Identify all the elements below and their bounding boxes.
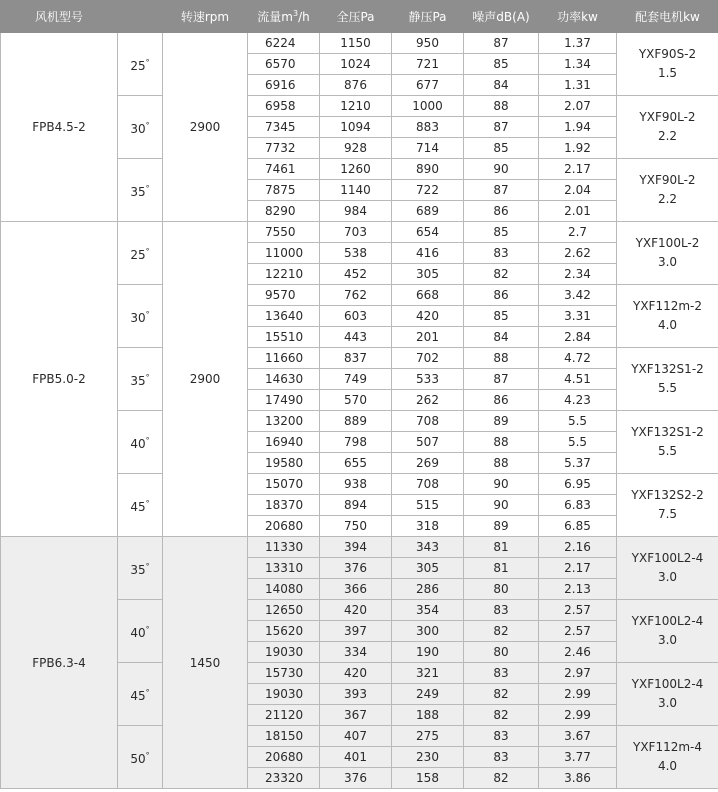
power-cell: 5.5	[539, 432, 617, 453]
flow-cell: 6224	[248, 33, 320, 54]
flow-cell: 7345	[248, 117, 320, 138]
noise-cell: 85	[464, 306, 539, 327]
total-pressure-cell: 984	[320, 201, 392, 222]
motor-model: YXF90S-2	[638, 47, 697, 61]
degree-symbol: °	[145, 246, 150, 256]
total-pressure-cell: 603	[320, 306, 392, 327]
header-flow-superscript: 3	[292, 9, 299, 18]
blade-angle-cell	[118, 411, 163, 474]
power-cell: 1.34	[539, 54, 617, 75]
noise-cell: 90	[464, 159, 539, 180]
header-noise: 噪声dB(A)	[464, 1, 539, 33]
model-group	[1, 33, 718, 222]
motor-power: 4.0	[657, 318, 678, 332]
power-cell: 1.37	[539, 33, 617, 54]
flow-cell: 21120	[248, 705, 320, 726]
power-cell: 1.94	[539, 117, 617, 138]
noise-cell: 88	[464, 432, 539, 453]
fan-model-cell: FPB6.3-4	[1, 537, 118, 789]
blade-angle-cell	[118, 663, 163, 726]
blade-angle-value: 50	[130, 751, 146, 766]
total-pressure-cell: 367	[320, 705, 392, 726]
motor-model: YXF112m-2	[632, 299, 702, 313]
static-pressure-cell: 533	[392, 369, 464, 390]
total-pressure-cell: 894	[320, 495, 392, 516]
flow-cell: 7461	[248, 159, 320, 180]
power-cell: 3.42	[539, 285, 617, 306]
total-pressure-cell: 837	[320, 348, 392, 369]
noise-cell: 83	[464, 663, 539, 684]
motor-cell	[617, 537, 718, 600]
total-pressure-cell: 334	[320, 642, 392, 663]
table-row	[1, 222, 718, 243]
flow-cell: 12210	[248, 264, 320, 285]
flow-cell: 8290	[248, 201, 320, 222]
degree-symbol: °	[145, 372, 150, 382]
total-pressure-cell: 420	[320, 663, 392, 684]
motor-cell	[617, 600, 718, 663]
degree-symbol: °	[145, 435, 150, 445]
total-pressure-cell: 376	[320, 768, 392, 789]
power-cell: 2.84	[539, 327, 617, 348]
table-row	[1, 33, 718, 54]
flow-cell: 13200	[248, 411, 320, 432]
noise-cell: 85	[464, 138, 539, 159]
model-group	[1, 222, 718, 537]
noise-cell: 86	[464, 285, 539, 306]
motor-cell	[617, 474, 718, 537]
flow-cell: 15070	[248, 474, 320, 495]
motor-model: YXF100L2-4	[631, 551, 704, 565]
flow-cell: 19030	[248, 684, 320, 705]
header-flow-unit: /h	[298, 10, 310, 24]
blade-angle-cell	[118, 33, 163, 96]
total-pressure-cell: 407	[320, 726, 392, 747]
motor-power: 5.5	[657, 444, 678, 458]
noise-cell: 84	[464, 327, 539, 348]
noise-cell: 80	[464, 642, 539, 663]
static-pressure-cell: 321	[392, 663, 464, 684]
static-pressure-cell: 702	[392, 348, 464, 369]
motor-power: 3.0	[657, 633, 678, 647]
power-cell: 2.46	[539, 642, 617, 663]
noise-cell: 82	[464, 705, 539, 726]
flow-cell: 6916	[248, 75, 320, 96]
static-pressure-cell: 300	[392, 621, 464, 642]
power-cell: 4.23	[539, 390, 617, 411]
header-row	[1, 1, 718, 33]
noise-cell: 82	[464, 621, 539, 642]
noise-cell: 85	[464, 222, 539, 243]
static-pressure-cell: 158	[392, 768, 464, 789]
power-cell: 2.04	[539, 180, 617, 201]
power-cell: 2.17	[539, 558, 617, 579]
noise-cell: 89	[464, 516, 539, 537]
blade-angle-cell	[118, 348, 163, 411]
motor-model: YXF100L2-4	[631, 614, 704, 628]
blade-angle-value: 35	[130, 184, 146, 199]
noise-cell: 82	[464, 264, 539, 285]
blade-angle-cell	[118, 96, 163, 159]
total-pressure-cell: 1260	[320, 159, 392, 180]
static-pressure-cell: 654	[392, 222, 464, 243]
flow-cell: 9570	[248, 285, 320, 306]
power-cell: 2.07	[539, 96, 617, 117]
static-pressure-cell: 420	[392, 306, 464, 327]
flow-cell: 18150	[248, 726, 320, 747]
noise-cell: 86	[464, 201, 539, 222]
flow-cell: 15620	[248, 621, 320, 642]
motor-model: YXF90L-2	[639, 110, 696, 124]
power-cell: 2.99	[539, 684, 617, 705]
degree-symbol: °	[145, 183, 150, 193]
blade-angle-value: 25	[130, 58, 146, 73]
flow-cell: 19580	[248, 453, 320, 474]
static-pressure-cell: 318	[392, 516, 464, 537]
static-pressure-cell: 689	[392, 201, 464, 222]
blade-angle-cell	[118, 222, 163, 285]
static-pressure-cell: 249	[392, 684, 464, 705]
total-pressure-cell: 420	[320, 600, 392, 621]
static-pressure-cell: 708	[392, 411, 464, 432]
motor-cell	[617, 348, 718, 411]
motor-cell	[617, 411, 718, 474]
total-pressure-cell: 655	[320, 453, 392, 474]
degree-symbol: °	[145, 309, 150, 319]
noise-cell: 85	[464, 54, 539, 75]
model-group	[1, 537, 718, 789]
power-cell: 2.13	[539, 579, 617, 600]
static-pressure-cell: 668	[392, 285, 464, 306]
total-pressure-cell: 938	[320, 474, 392, 495]
blade-angle-cell	[118, 285, 163, 348]
noise-cell: 84	[464, 75, 539, 96]
total-pressure-cell: 1094	[320, 117, 392, 138]
total-pressure-cell: 443	[320, 327, 392, 348]
static-pressure-cell: 190	[392, 642, 464, 663]
static-pressure-cell: 305	[392, 264, 464, 285]
power-cell: 2.62	[539, 243, 617, 264]
motor-cell	[617, 222, 718, 285]
noise-cell: 86	[464, 390, 539, 411]
total-pressure-cell: 394	[320, 537, 392, 558]
flow-cell: 11330	[248, 537, 320, 558]
static-pressure-cell: 416	[392, 243, 464, 264]
noise-cell: 83	[464, 747, 539, 768]
speed-cell: 2900	[163, 222, 248, 537]
static-pressure-cell: 354	[392, 600, 464, 621]
blade-angle-cell	[118, 600, 163, 663]
power-cell: 6.95	[539, 474, 617, 495]
degree-symbol: °	[145, 120, 150, 130]
total-pressure-cell: 750	[320, 516, 392, 537]
power-cell: 4.72	[539, 348, 617, 369]
header-model: 风机型号	[1, 1, 118, 33]
flow-cell: 11660	[248, 348, 320, 369]
flow-cell: 18370	[248, 495, 320, 516]
fan-model-cell: FPB4.5-2	[1, 33, 118, 222]
static-pressure-cell: 883	[392, 117, 464, 138]
flow-cell: 15730	[248, 663, 320, 684]
header-speed: 转速rpm	[163, 1, 248, 33]
static-pressure-cell: 201	[392, 327, 464, 348]
noise-cell: 87	[464, 117, 539, 138]
motor-power: 1.5	[657, 66, 678, 80]
speed-cell: 2900	[163, 33, 248, 222]
motor-cell	[617, 285, 718, 348]
blade-angle-value: 40	[130, 625, 146, 640]
blade-angle-value: 25	[130, 247, 146, 262]
motor-cell	[617, 33, 718, 96]
flow-cell: 17490	[248, 390, 320, 411]
header-static-pressure: 静压Pa	[392, 1, 464, 33]
header-total-pressure: 全压Pa	[320, 1, 392, 33]
total-pressure-cell: 749	[320, 369, 392, 390]
noise-cell: 87	[464, 180, 539, 201]
noise-cell: 83	[464, 726, 539, 747]
total-pressure-cell: 1150	[320, 33, 392, 54]
static-pressure-cell: 890	[392, 159, 464, 180]
static-pressure-cell: 269	[392, 453, 464, 474]
static-pressure-cell: 721	[392, 54, 464, 75]
noise-cell: 88	[464, 348, 539, 369]
total-pressure-cell: 366	[320, 579, 392, 600]
power-cell: 2.57	[539, 621, 617, 642]
static-pressure-cell: 714	[392, 138, 464, 159]
table-row	[1, 537, 718, 558]
header-flow	[248, 1, 320, 33]
noise-cell: 90	[464, 495, 539, 516]
table-header	[1, 1, 718, 33]
static-pressure-cell: 950	[392, 33, 464, 54]
flow-cell: 14080	[248, 579, 320, 600]
flow-cell: 12650	[248, 600, 320, 621]
noise-cell: 89	[464, 411, 539, 432]
blade-angle-cell	[118, 726, 163, 789]
header-angle	[118, 1, 163, 33]
motor-model: YXF132S1-2	[631, 425, 704, 439]
total-pressure-cell: 1210	[320, 96, 392, 117]
power-cell: 6.85	[539, 516, 617, 537]
total-pressure-cell: 397	[320, 621, 392, 642]
blade-angle-value: 45	[130, 499, 146, 514]
power-cell: 3.31	[539, 306, 617, 327]
motor-cell	[617, 663, 718, 726]
flow-cell: 19030	[248, 642, 320, 663]
motor-cell	[617, 159, 718, 222]
total-pressure-cell: 1024	[320, 54, 392, 75]
noise-cell: 83	[464, 243, 539, 264]
flow-cell: 7550	[248, 222, 320, 243]
total-pressure-cell: 1140	[320, 180, 392, 201]
power-cell: 2.34	[539, 264, 617, 285]
flow-cell: 6570	[248, 54, 320, 75]
power-cell: 1.92	[539, 138, 617, 159]
total-pressure-cell: 798	[320, 432, 392, 453]
flow-cell: 7732	[248, 138, 320, 159]
motor-model: YXF112m-4	[632, 740, 702, 754]
power-cell: 2.99	[539, 705, 617, 726]
flow-cell: 13640	[248, 306, 320, 327]
degree-symbol: °	[145, 687, 150, 697]
motor-model: YXF90L-2	[639, 173, 696, 187]
degree-symbol: °	[145, 498, 150, 508]
degree-symbol: °	[145, 750, 150, 760]
power-cell: 5.5	[539, 411, 617, 432]
total-pressure-cell: 762	[320, 285, 392, 306]
power-cell: 2.16	[539, 537, 617, 558]
blade-angle-value: 30	[130, 121, 146, 136]
flow-cell: 23320	[248, 768, 320, 789]
motor-power: 3.0	[657, 696, 678, 710]
total-pressure-cell: 876	[320, 75, 392, 96]
flow-cell: 20680	[248, 747, 320, 768]
static-pressure-cell: 286	[392, 579, 464, 600]
power-cell: 3.86	[539, 768, 617, 789]
power-cell: 2.57	[539, 600, 617, 621]
total-pressure-cell: 538	[320, 243, 392, 264]
static-pressure-cell: 343	[392, 537, 464, 558]
motor-power: 7.5	[657, 507, 678, 521]
motor-power: 2.2	[657, 192, 678, 206]
noise-cell: 81	[464, 558, 539, 579]
total-pressure-cell: 376	[320, 558, 392, 579]
total-pressure-cell: 393	[320, 684, 392, 705]
total-pressure-cell: 452	[320, 264, 392, 285]
flow-cell: 6958	[248, 96, 320, 117]
flow-cell: 15510	[248, 327, 320, 348]
flow-cell: 14630	[248, 369, 320, 390]
motor-power: 3.0	[657, 570, 678, 584]
static-pressure-cell: 1000	[392, 96, 464, 117]
flow-cell: 16940	[248, 432, 320, 453]
noise-cell: 81	[464, 537, 539, 558]
motor-cell	[617, 96, 718, 159]
total-pressure-cell: 928	[320, 138, 392, 159]
static-pressure-cell: 262	[392, 390, 464, 411]
degree-symbol: °	[145, 57, 150, 67]
motor-model: YXF100L-2	[635, 236, 700, 250]
motor-cell	[617, 726, 718, 789]
blade-angle-cell	[118, 537, 163, 600]
power-cell: 2.17	[539, 159, 617, 180]
noise-cell: 88	[464, 96, 539, 117]
total-pressure-cell: 570	[320, 390, 392, 411]
blade-angle-cell	[118, 474, 163, 537]
flow-cell: 13310	[248, 558, 320, 579]
total-pressure-cell: 703	[320, 222, 392, 243]
noise-cell: 82	[464, 768, 539, 789]
motor-power: 5.5	[657, 381, 678, 395]
header-motor: 配套电机kw	[617, 1, 718, 33]
motor-power: 4.0	[657, 759, 678, 773]
static-pressure-cell: 305	[392, 558, 464, 579]
power-cell: 3.67	[539, 726, 617, 747]
power-cell: 3.77	[539, 747, 617, 768]
power-cell: 4.51	[539, 369, 617, 390]
fan-model-cell: FPB5.0-2	[1, 222, 118, 537]
power-cell: 6.83	[539, 495, 617, 516]
power-cell: 2.97	[539, 663, 617, 684]
static-pressure-cell: 507	[392, 432, 464, 453]
noise-cell: 82	[464, 684, 539, 705]
noise-cell: 87	[464, 33, 539, 54]
power-cell: 5.37	[539, 453, 617, 474]
blade-angle-value: 45	[130, 688, 146, 703]
degree-symbol: °	[145, 624, 150, 634]
blade-angle-value: 30	[130, 310, 146, 325]
degree-symbol: °	[145, 561, 150, 571]
power-cell: 2.7	[539, 222, 617, 243]
blade-angle-value: 40	[130, 436, 146, 451]
power-cell: 2.01	[539, 201, 617, 222]
motor-model: YXF100L2-4	[631, 677, 704, 691]
static-pressure-cell: 677	[392, 75, 464, 96]
flow-cell: 11000	[248, 243, 320, 264]
noise-cell: 90	[464, 474, 539, 495]
motor-model: YXF132S1-2	[631, 362, 704, 376]
flow-cell: 7875	[248, 180, 320, 201]
power-cell: 1.31	[539, 75, 617, 96]
static-pressure-cell: 708	[392, 474, 464, 495]
static-pressure-cell: 188	[392, 705, 464, 726]
header-power: 功率kw	[539, 1, 617, 33]
noise-cell: 80	[464, 579, 539, 600]
blade-angle-cell	[118, 159, 163, 222]
blade-angle-value: 35	[130, 373, 146, 388]
flow-cell: 20680	[248, 516, 320, 537]
header-flow-label: 流量m	[257, 10, 293, 24]
total-pressure-cell: 401	[320, 747, 392, 768]
noise-cell: 87	[464, 369, 539, 390]
static-pressure-cell: 230	[392, 747, 464, 768]
static-pressure-cell: 515	[392, 495, 464, 516]
static-pressure-cell: 722	[392, 180, 464, 201]
noise-cell: 88	[464, 453, 539, 474]
motor-power: 3.0	[657, 255, 678, 269]
motor-power: 2.2	[657, 129, 678, 143]
blade-angle-value: 35	[130, 562, 146, 577]
speed-cell: 1450	[163, 537, 248, 789]
total-pressure-cell: 889	[320, 411, 392, 432]
static-pressure-cell: 275	[392, 726, 464, 747]
motor-model: YXF132S2-2	[631, 488, 704, 502]
noise-cell: 83	[464, 600, 539, 621]
